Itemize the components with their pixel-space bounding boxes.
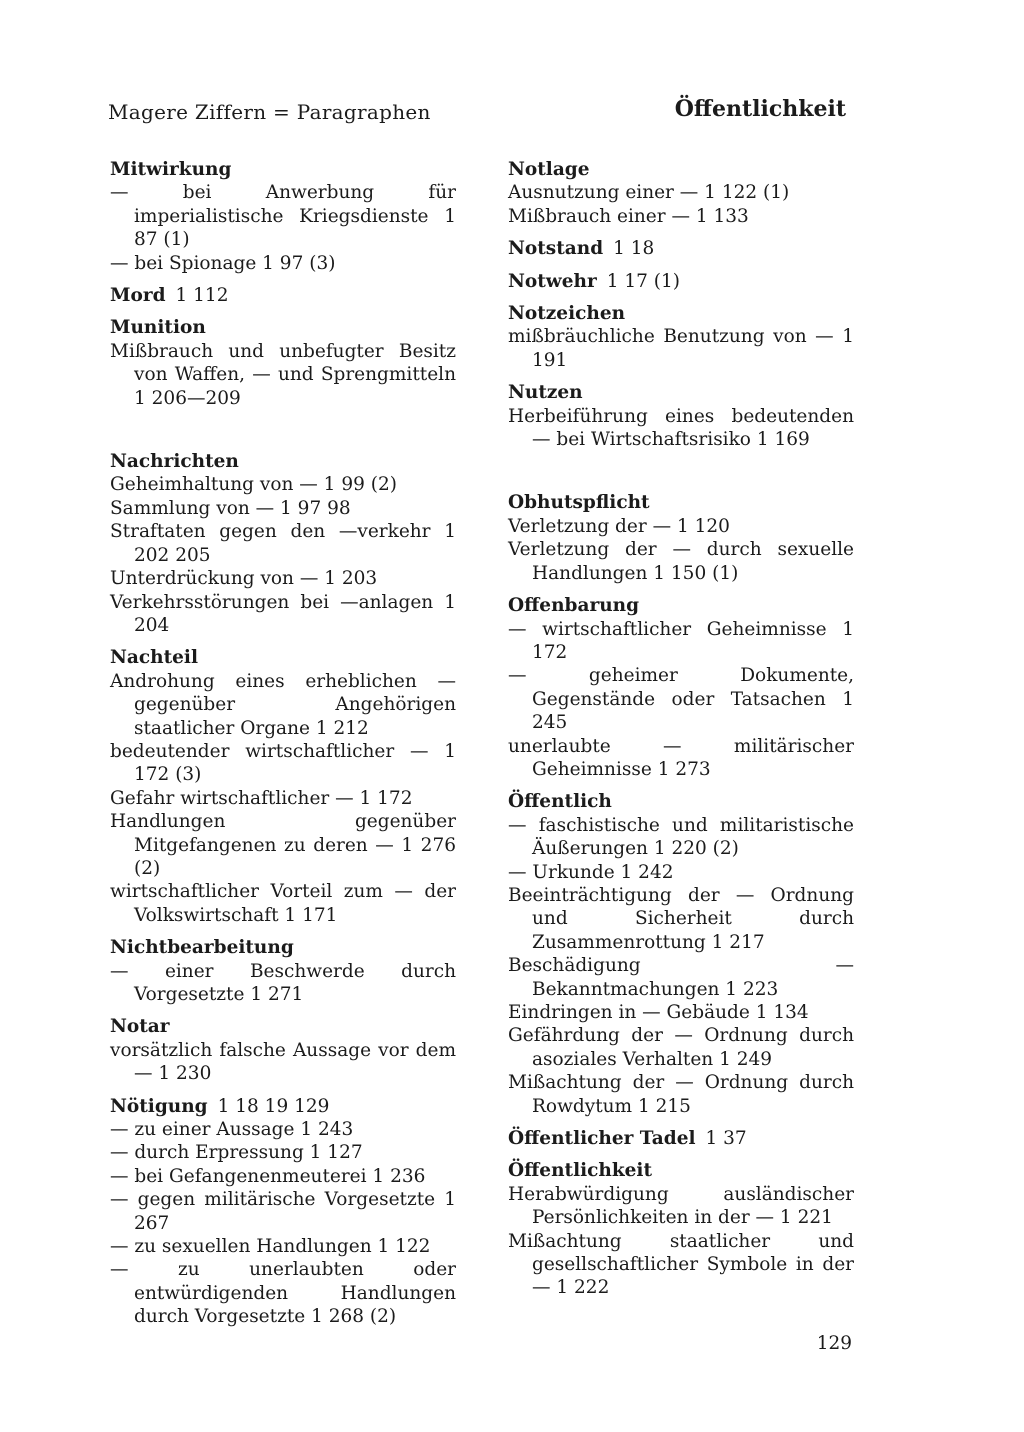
entry-headword-line	[110, 158, 456, 181]
entry-headword: Notwehr	[508, 270, 597, 292]
index-entry	[110, 646, 456, 927]
entry-headword-line	[508, 158, 854, 181]
entry-headword: Notlage	[508, 159, 590, 180]
entry-references: 1 112	[175, 285, 229, 307]
index-column-right	[508, 158, 854, 1309]
entry-subentry: Mißachtung staatlicher und gesellschaftlicher Symbole in der — 1 222	[508, 1230, 854, 1299]
entry-subentry: Unterdrückung von — 1 203	[110, 568, 378, 590]
entry-headword: Munition	[110, 317, 206, 339]
index-entry	[508, 491, 854, 585]
entry-headword: Notstand	[508, 238, 604, 260]
entry-subentry: Beeinträchtigung der — Ordnung und Sicherheit durch Zusammenrottung 1 217	[508, 884, 854, 953]
entry-headword-line	[508, 270, 854, 293]
entry-subentry: Mißbrauch und unbefugter Besitz von Waffen, — und Sprengmitteln 1 206—209	[110, 340, 456, 409]
entry-subentry: — Urkunde 1 242	[508, 861, 674, 883]
entry-subentry: — zu sexuellen Handlungen 1 122	[110, 1236, 431, 1258]
entry-subentry: vorsätzlich falsche Aussage vor dem — 1 230	[110, 1039, 456, 1085]
index-entry	[508, 381, 854, 451]
entry-subentry: — gegen militärische Vorgesetzte 1 267	[110, 1189, 456, 1234]
index-column-left	[110, 158, 456, 1338]
entry-subentry: Verletzung der — 1 120	[508, 515, 730, 537]
entry-subentry: Straftaten gegen den —verkehr 1 202 205	[110, 521, 456, 566]
entry-subentry: Sammlung von — 1 97 98	[110, 497, 351, 519]
entry-subentry: Mißachtung der — Ordnung durch Rowdytum 1 215	[508, 1072, 854, 1117]
entry-headword-line	[508, 237, 854, 260]
entry-headword-line	[508, 491, 854, 514]
entry-subentry: — zu unerlaubten oder entwürdigenden Handlungen durch Vorgesetzte 1 268 (2)	[110, 1259, 456, 1328]
index-entry	[110, 316, 456, 410]
index-entry	[110, 284, 456, 307]
index-entry	[508, 1159, 854, 1299]
entry-subentry: Handlungen gegenüber Mitgefangenen zu deren — 1 276 (2)	[110, 811, 456, 879]
entry-headword-line	[110, 936, 456, 959]
page-number: 129	[816, 1333, 852, 1354]
index-entry	[110, 1015, 456, 1085]
entry-headword: Öffentlicher Tadel	[508, 1128, 696, 1150]
index-entry	[110, 1095, 456, 1329]
entry-references: 1 37	[705, 1128, 747, 1150]
entry-subentry: — bei Anwerbung für imperialistische Kriegsdienste 1 87 (1)	[110, 182, 456, 251]
entry-subentry: Mißbrauch einer — 1 133	[508, 205, 749, 227]
entry-subentry: bedeutender wirtschaftlicher — 1 172 (3)	[110, 740, 456, 786]
entry-headword: Nötigung	[110, 1095, 208, 1117]
header-legend: Magere Ziffern = Paragraphen	[108, 100, 431, 124]
entry-headword: Mitwirkung	[110, 159, 232, 180]
entry-headword: Notzeichen	[508, 303, 626, 325]
entry-subentry: — einer Beschwerde durch Vorgesetzte 1 271	[110, 960, 456, 1005]
entry-headword-line	[508, 1159, 854, 1182]
index-entry	[508, 158, 854, 228]
entry-subentry: Verkehrsstörungen bei —anlagen 1 204	[110, 591, 456, 636]
index-entry	[508, 270, 854, 293]
entry-subentry: Verletzung der — durch sexuelle Handlungen 1 150 (1)	[508, 539, 854, 584]
entry-headword: Notar	[110, 1016, 170, 1038]
index-entry	[110, 450, 456, 637]
index-entry	[110, 158, 456, 275]
entry-headword-line	[110, 1015, 456, 1038]
entry-headword: Öffentlichkeit	[508, 1160, 652, 1182]
entry-subentry: Eindringen in — Gebäude 1 134	[508, 1002, 809, 1023]
entry-subentry: mißbräuchliche Benutzung von — 1 191	[508, 326, 854, 371]
entry-headword: Nachrichten	[110, 451, 239, 473]
index-entry	[508, 302, 854, 372]
entry-subentry: Beschädigung — Bekanntmachungen 1 223	[508, 955, 854, 1000]
entry-headword-line	[508, 381, 854, 404]
entry-subentry: unerlaubte — militärischer Geheimnisse 1 273	[508, 735, 854, 780]
entry-headword-line	[508, 594, 854, 617]
index-entry	[508, 594, 854, 781]
entry-headword-line	[110, 284, 456, 307]
entry-headword-line	[110, 450, 456, 473]
entry-subentry: Herabwürdigung ausländischer Persönlichkeiten in der — 1 221	[508, 1183, 854, 1229]
entry-subentry: Gefährdung der — Ordnung durch asoziales Verhalten 1 249	[508, 1025, 854, 1070]
entry-subentry: — bei Gefangenenmeuterei 1 236	[110, 1165, 426, 1187]
entry-subentry: wirtschaftlicher Vorteil zum — der Volkswirtschaft 1 171	[110, 881, 456, 926]
entry-headword-line	[110, 316, 456, 339]
entry-references: 1 18	[613, 238, 655, 260]
index-entry	[110, 936, 456, 1006]
entry-headword-line	[508, 302, 854, 325]
entry-headword-line	[110, 646, 456, 669]
entry-subentry: — faschistische und militaristische Äußerungen 1 220 (2)	[508, 814, 854, 860]
entry-references: 1 17 (1)	[606, 270, 680, 292]
entry-headword: Offenbarung	[508, 595, 640, 617]
index-entry	[508, 790, 854, 1118]
entry-headword: Nachteil	[110, 647, 198, 669]
running-head: Öffentlichkeit	[674, 96, 846, 122]
index-entry	[508, 237, 854, 260]
entry-subentry: — zu einer Aussage 1 243	[110, 1119, 354, 1141]
entry-headword-line	[508, 1127, 854, 1150]
entry-headword: Nutzen	[508, 382, 583, 404]
index-entry	[508, 1127, 854, 1150]
entry-subentry: Geheimhaltung von — 1 99 (2)	[110, 474, 397, 496]
entry-subentry: — wirtschaftlicher Geheimnisse 1 172	[508, 618, 854, 663]
entry-subentry: Herbeiführung eines bedeutenden — bei Wirtschaftsrisiko 1 169	[508, 405, 854, 451]
entry-headword-line	[508, 790, 854, 813]
entry-subentry: — geheimer Dokumente, Gegenstände oder Tatsachen 1 245	[508, 665, 854, 734]
entry-headword: Nichtbearbeitung	[110, 937, 294, 959]
entry-subentry: — bei Spionage 1 97 (3)	[110, 252, 336, 274]
entry-subentry: Ausnutzung einer — 1 122 (1)	[508, 182, 790, 204]
entry-references: 1 18 19 129	[217, 1095, 330, 1117]
entry-subentry: — durch Erpressung 1 127	[110, 1142, 363, 1164]
entry-subentry: Androhung eines erheblichen — gegenüber Angehörigen staatlicher Organe 1 212	[110, 670, 456, 739]
entry-headword: Obhutspflicht	[508, 492, 650, 514]
entry-subentry: Gefahr wirtschaftlicher — 1 172	[110, 787, 413, 809]
entry-headword: Mord	[110, 285, 166, 307]
entry-headword: Öffentlich	[508, 791, 612, 813]
entry-headword-line	[110, 1095, 456, 1118]
